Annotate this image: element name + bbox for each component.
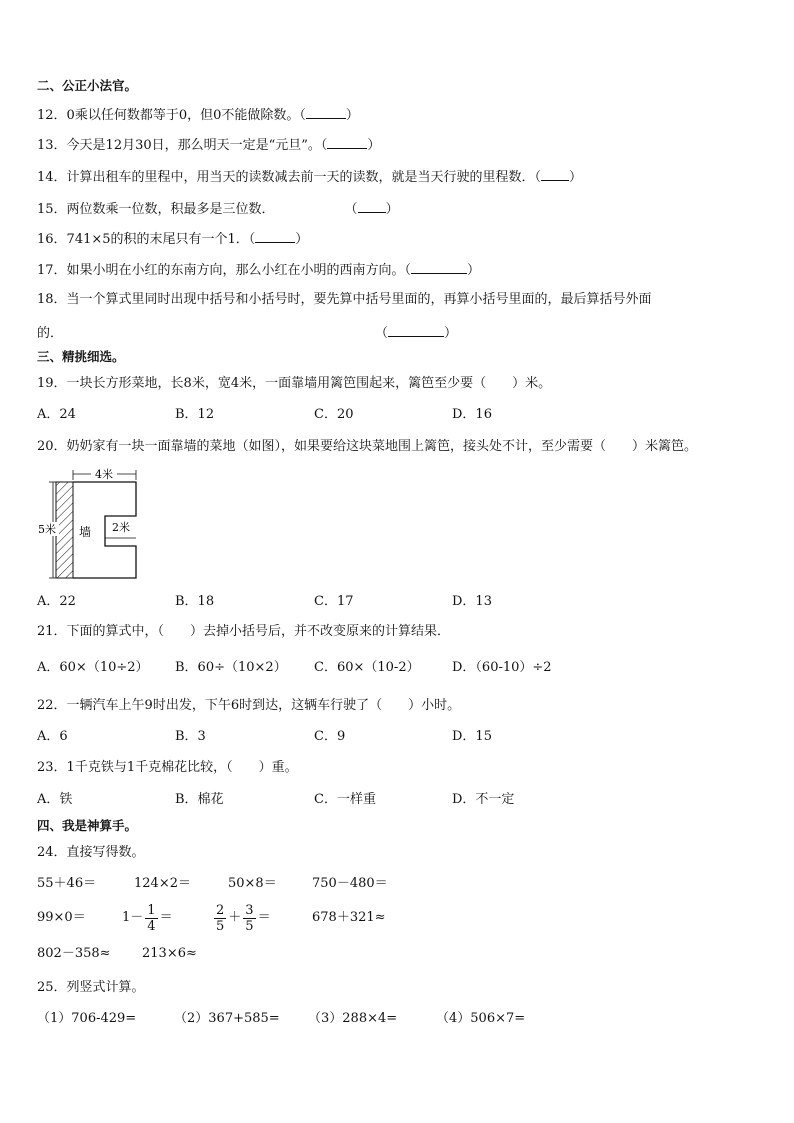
question-12: 12．0乘以任何数都等于0，但0不能做除数。（ ）: [37, 108, 359, 123]
question-17: 17．如果小明在小红的东南方向，那么小红在小明的西南方向。（ ）: [37, 263, 481, 278]
answer-blank[interactable]: [388, 324, 444, 337]
answer-blank[interactable]: [255, 230, 295, 243]
question-15: 15．两位数乘一位数，积最多是三位数． （ ）: [37, 202, 399, 217]
calc-fraction-item: 1－ $\frac{1}{4}$ ＝: [122, 902, 173, 934]
answer-blank[interactable]: [411, 261, 467, 274]
option-d[interactable]: D．不一定: [452, 792, 515, 807]
question-21: 21．下面的算式中，（ ）去掉小括号后，并不改变原来的计算结果．: [37, 624, 451, 639]
top-dimension-label: 4米: [95, 468, 113, 481]
option-a[interactable]: A．22: [37, 594, 76, 609]
calc-item: 802－358≈: [37, 946, 111, 961]
option-d[interactable]: D．15: [452, 729, 492, 744]
option-b[interactable]: B．18: [175, 594, 215, 609]
option-c[interactable]: C．60×（10-2）: [314, 660, 420, 675]
option-d[interactable]: D．16: [452, 407, 492, 422]
answer-blank[interactable]: [306, 106, 346, 119]
option-a[interactable]: A．6: [37, 729, 68, 744]
calc-fraction-sum: $\frac{2}{5}$ ＋ $\frac{3}{5}$ ＝: [216, 902, 271, 934]
option-b[interactable]: B．12: [175, 407, 215, 422]
option-b[interactable]: B．60÷（10×2）: [175, 660, 287, 675]
question-19: 19．一块长方形菜地，长8米，宽4米，一面靠墙用篱笆围起来，篱笆至少要（ ）米。: [37, 376, 552, 391]
calc-item: 55＋46＝: [37, 876, 97, 891]
answer-blank[interactable]: [541, 168, 569, 181]
calc-item: 678＋321≈: [312, 910, 386, 925]
wall-label: 墙: [78, 525, 92, 539]
calc-item: 750－480＝: [312, 876, 388, 891]
section-title-judge: 二、公正小法官。: [37, 78, 138, 93]
question-23: 23．1千克铁与1千克棉花比较，（ ）重。: [37, 760, 298, 775]
section-title-choice: 三、精挑细选。: [37, 349, 125, 364]
calc-item: 213×6≈: [142, 946, 197, 961]
option-c[interactable]: C．20: [314, 407, 354, 422]
question-14: 14．计算出租车的里程中，用当天的读数减去前一天的读数，就是当天行驶的里程数．（ ）: [37, 170, 583, 185]
option-a[interactable]: A．60×（10÷2）: [37, 660, 149, 675]
calc-item: 99×0＝: [37, 910, 86, 925]
question-18: 18．当一个算式里同时出现中括号和小括号时，要先算中括号里面的，再算小括号里面的，最后算括号外面: [37, 292, 652, 307]
option-d[interactable]: D．13: [452, 594, 492, 609]
answer-blank[interactable]: [358, 200, 386, 213]
fraction: $\frac{3}{5}$: [245, 902, 254, 934]
question-25: 25．列竖式计算。: [37, 980, 145, 995]
option-a[interactable]: A．铁: [37, 792, 73, 807]
question-13: 13．今天是12月30日，那么明天一定是“元旦”。（ ）: [37, 138, 381, 153]
left-dimension-label: 5米: [38, 523, 56, 536]
option-c[interactable]: C．9: [314, 729, 346, 744]
garden-figure: [33, 466, 143, 582]
question-18-cont: 的． （ ）: [37, 326, 458, 341]
calc-item: 50×8＝: [228, 876, 277, 891]
vertical-calc-item: （4）506×7=: [436, 1011, 526, 1026]
fraction: $\frac{2}{5}$: [216, 902, 225, 934]
question-24: 24．直接写得数。: [37, 845, 145, 860]
calc-item: 124×2＝: [134, 876, 191, 891]
vertical-calc-item: （2）367+585=: [174, 1011, 280, 1026]
option-b[interactable]: B．3: [175, 729, 206, 744]
question-16: 16．741×5的积的末尾只有一个1．（ ）: [37, 232, 309, 247]
question-20: 20．奶奶家有一块一面靠墙的菜地（如图），如果要给这块菜地围上篱笆，接头处不计，至少需要（ ）米篱笆。: [37, 439, 698, 454]
question-22: 22．一辆汽车上午9时出发，下午6时到达，这辆车行驶了（ ）小时。: [37, 698, 461, 713]
inner-dimension-label: 2米: [112, 521, 130, 534]
option-c[interactable]: C．一样重: [314, 792, 376, 807]
vertical-calc-item: （3）288×4=: [308, 1011, 398, 1026]
option-a[interactable]: A．24: [37, 407, 76, 422]
section-title-calc: 四、我是神算手。: [37, 818, 138, 833]
option-d[interactable]: D．（60-10）÷2: [452, 660, 552, 675]
vertical-calc-item: （1）706-429=: [37, 1011, 137, 1026]
fraction: $\frac{1}{4}$: [147, 902, 156, 934]
option-c[interactable]: C．17: [314, 594, 354, 609]
answer-blank[interactable]: [327, 136, 367, 149]
option-b[interactable]: B．棉花: [175, 792, 224, 807]
